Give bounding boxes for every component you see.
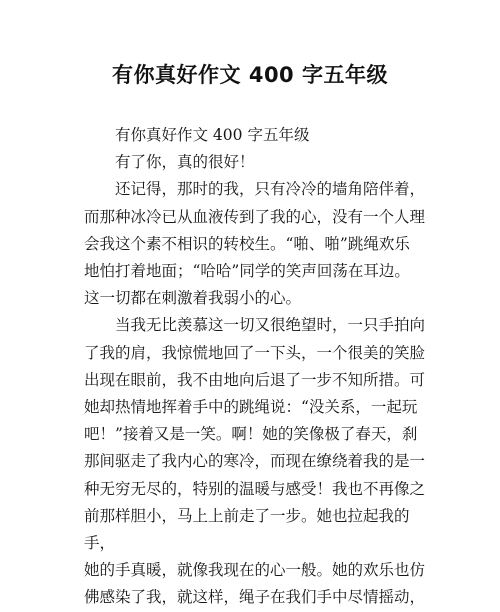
essay-line: 前那样胆小，马上上前走了一步。她也拉起我的手， xyxy=(84,506,410,553)
page-title: 有你真好作文 400 字五年级 xyxy=(112,63,388,87)
essay-line: 了我的肩，我惊慌地回了一下头，一个很美的笑脸 xyxy=(84,343,426,362)
essay-line: 吧！”接着又是一笑。啊！她的笑像极了春天，刹 xyxy=(84,425,418,444)
essay-line: 而那种冰冷已从血液传到了我的心，没有一个人理 xyxy=(84,207,426,226)
essay-line: 出现在眼前，我不由地向后退了一步不知所措。可 xyxy=(84,370,426,389)
essay-line: 有了你，真的很好！ xyxy=(115,153,255,172)
essay-line: 会我这个素不相识的转校生。“啪、啪”跳绳欢乐 xyxy=(84,234,410,253)
essay-line: 她的手真暖，就像我现在的心一般。她的欢乐也仿 xyxy=(84,561,426,580)
essay-body xyxy=(84,122,430,612)
essay-line: 地怕打着地面；“哈哈”同学的笑声回荡在耳边。 xyxy=(84,262,410,281)
essay-line: 这一切都在刺激着我弱小的心。 xyxy=(84,289,302,308)
essay-line: 种无穷无尽的，特别的温暖与感受！我也不再像之 xyxy=(84,479,426,498)
essay-line: 还记得，那时的我，只有冷冷的墙角陪伴着， xyxy=(115,180,426,199)
essay-line: 那间驱走了我内心的寒冷，而现在缭绕着我的是一 xyxy=(84,452,426,471)
essay-line: 当我无比羡慕这一切又很绝望时，一只手拍向 xyxy=(115,316,426,335)
essay-line: 佛感染了我，就这样，绳子在我们手中尽情摇动， xyxy=(84,588,426,607)
essay-line: 有你真好作文 400 字五年级 xyxy=(115,126,310,144)
essay-line: 她却热情地挥着手中的跳绳说：“没关系，一起玩 xyxy=(84,398,418,417)
